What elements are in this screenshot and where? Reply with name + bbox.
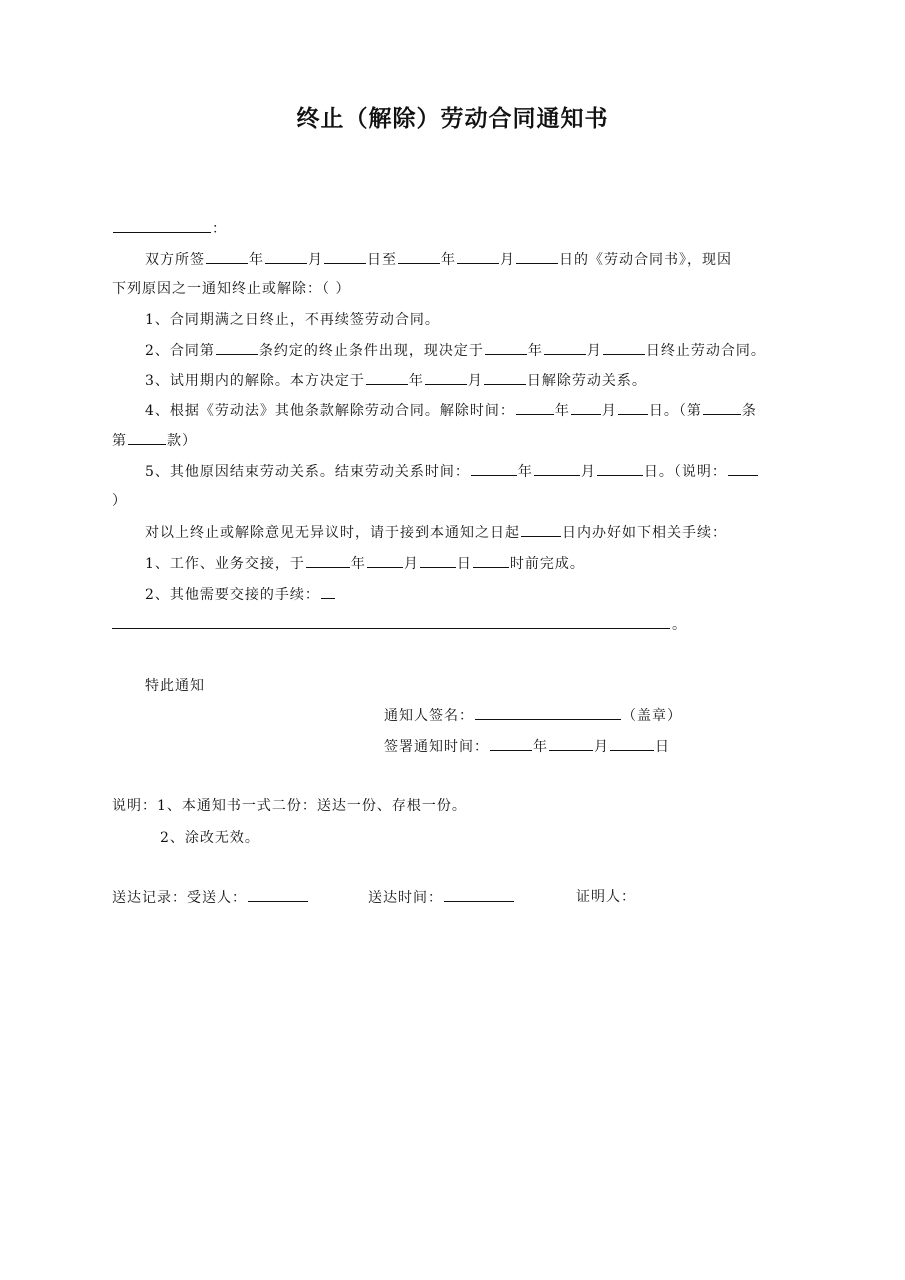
- para1-text: 双方所签: [145, 252, 205, 268]
- month-label: 月: [601, 403, 617, 419]
- notes-line-2: 2、涂改无效。: [160, 830, 260, 846]
- day-blank[interactable]: [597, 461, 643, 476]
- day-blank[interactable]: [420, 553, 456, 568]
- delivery-record: [112, 887, 309, 908]
- reason-1: 1、合同期满之日终止，不再续签劳动合同。: [145, 312, 440, 328]
- para1-line1: [145, 249, 732, 270]
- article-blank[interactable]: [703, 400, 741, 415]
- document-title: 终止（解除）劳动合同通知书: [296, 106, 609, 132]
- sign-time-line: [384, 736, 670, 757]
- day-label: 日: [655, 739, 670, 755]
- procedure-intro-text: 对以上终止或解除意见无异议时，请于接到本通知之日起: [145, 525, 520, 541]
- reason-4-line2: [112, 430, 197, 451]
- para1-tail-text: 日的《劳动合同书》，现因: [559, 252, 732, 268]
- paragraph-blank[interactable]: [128, 430, 166, 445]
- procedure-intro-tail: 日内办好如下相关手续：: [562, 525, 727, 541]
- year-label: 年: [554, 403, 570, 419]
- procedure-2: [145, 584, 336, 605]
- month-label: 月: [586, 343, 602, 359]
- seal-label: （盖章）: [622, 708, 682, 724]
- year-blank[interactable]: [306, 553, 350, 568]
- procedure-2-text: 2、其他需要交接的手续：: [145, 587, 320, 603]
- year-label: 年: [517, 464, 533, 480]
- month-blank[interactable]: [544, 340, 586, 355]
- clause-number-blank[interactable]: [216, 340, 258, 355]
- reason-5: [145, 461, 759, 482]
- notes-line-1: 说明：1、本通知书一式二份：送达一份、存根一份。: [112, 798, 467, 814]
- month-label: 月: [308, 252, 323, 268]
- month-blank[interactable]: [571, 400, 601, 415]
- sign-time-label: 签署通知时间：: [384, 739, 489, 755]
- month-label: 月: [467, 373, 483, 389]
- month-blank[interactable]: [367, 553, 403, 568]
- month-label: 月: [580, 464, 596, 480]
- reason-5-text: 5、其他原因结束劳动关系。结束劳动关系时间：: [145, 464, 470, 480]
- reason-4-text: 4、根据《劳动法》其他条款解除劳动合同。解除时间：: [145, 403, 515, 419]
- year-label: 年: [441, 252, 456, 268]
- year-label: 年: [527, 343, 543, 359]
- reason-4-text: 第: [112, 433, 127, 449]
- reason-4: [145, 400, 757, 421]
- addressee-blank[interactable]: [113, 218, 211, 233]
- reason-4-day-text: 日。（第: [648, 403, 702, 419]
- days-blank[interactable]: [521, 522, 561, 537]
- para1-line2: 下列原因之一通知终止或解除：（ ）: [112, 281, 351, 297]
- explanation-blank[interactable]: [728, 461, 758, 476]
- month-label: 月: [500, 252, 515, 268]
- end-day-blank[interactable]: [516, 249, 558, 264]
- start-month-blank[interactable]: [265, 249, 307, 264]
- year-blank[interactable]: [366, 370, 408, 385]
- signature-blank[interactable]: [475, 705, 621, 720]
- hour-blank[interactable]: [473, 553, 509, 568]
- witness-label: 证明人：: [576, 889, 636, 905]
- end-month-blank[interactable]: [457, 249, 499, 264]
- reason-2-text: 条约定的终止条件出现，现决定于: [258, 343, 484, 359]
- day-blank[interactable]: [610, 736, 654, 751]
- addressee-colon: ：: [212, 221, 227, 237]
- month-label: 月: [403, 556, 419, 572]
- year-blank[interactable]: [471, 461, 517, 476]
- reason-3-tail: 日解除劳动关系。: [526, 373, 647, 389]
- start-year-blank[interactable]: [206, 249, 248, 264]
- procedure-1-tail: 时前完成。: [509, 556, 585, 572]
- procedure-2-blank[interactable]: [321, 584, 335, 599]
- notice-phrase: 特此通知: [145, 678, 205, 694]
- reason-2-tail: 日终止劳动合同。: [645, 343, 766, 359]
- recipient-label: 送达记录：受送人：: [112, 890, 247, 906]
- year-label: 年: [533, 739, 548, 755]
- procedure-2-period: 。: [672, 617, 686, 633]
- reason-5-day-text: 日。（说明：: [643, 464, 727, 480]
- year-blank[interactable]: [485, 340, 527, 355]
- recipient-blank[interactable]: [248, 887, 308, 902]
- day-to-label: 日至: [367, 252, 397, 268]
- end-year-blank[interactable]: [398, 249, 440, 264]
- start-day-blank[interactable]: [324, 249, 366, 264]
- month-blank[interactable]: [549, 736, 593, 751]
- addressee-line: [112, 218, 227, 239]
- day-blank[interactable]: [618, 400, 648, 415]
- signer-line: [384, 705, 682, 726]
- month-blank[interactable]: [425, 370, 467, 385]
- article-label: 条: [741, 403, 757, 419]
- delivery-time-label: 送达时间：: [368, 890, 443, 906]
- day-label: 日: [456, 556, 472, 572]
- procedure-1-text: 1、工作、业务交接，于: [145, 556, 305, 572]
- procedure-2-long-blank[interactable]: [112, 628, 670, 629]
- day-blank[interactable]: [484, 370, 526, 385]
- day-blank[interactable]: [603, 340, 645, 355]
- reason-5-line2: ）: [112, 493, 127, 509]
- month-label: 月: [594, 739, 609, 755]
- delivery-time-blank[interactable]: [444, 887, 514, 902]
- reason-3-text: 3、试用期内的解除。本方决定于: [145, 373, 365, 389]
- reason-4-tail: 款）: [167, 433, 197, 449]
- signer-label: 通知人签名：: [384, 708, 474, 724]
- year-label: 年: [249, 252, 264, 268]
- year-blank[interactable]: [490, 736, 532, 751]
- year-label: 年: [350, 556, 366, 572]
- month-blank[interactable]: [534, 461, 580, 476]
- delivery-time: [368, 887, 515, 908]
- year-blank[interactable]: [516, 400, 554, 415]
- procedure-1: [145, 553, 585, 574]
- witness: [576, 887, 636, 907]
- year-label: 年: [408, 373, 424, 389]
- reason-2-text: 2、合同第: [145, 343, 215, 359]
- reason-3: [145, 370, 647, 391]
- reason-2: [145, 340, 766, 361]
- procedure-intro: [145, 522, 727, 543]
